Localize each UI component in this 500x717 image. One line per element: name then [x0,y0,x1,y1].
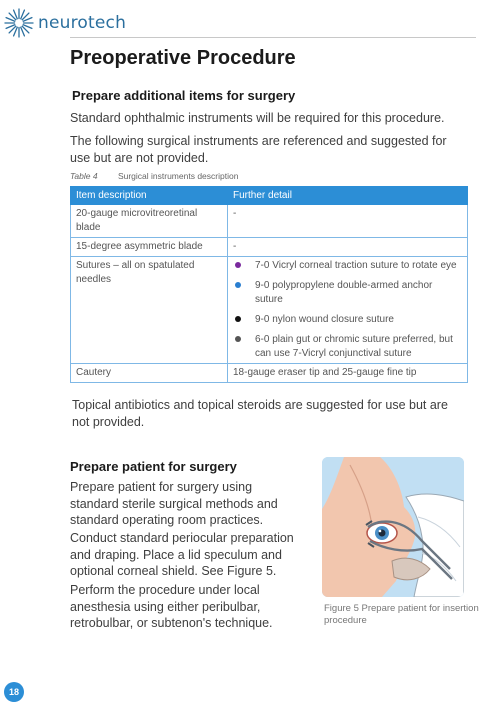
brand-logo [4,8,126,38]
instruments-table [70,186,468,383]
suture-text: 9-0 nylon wound closure suture [255,314,394,325]
paragraph-draping: Conduct standard periocular preparation and draping. Place a lid speculum and optional corneal shield. See Figure 5. [70,531,294,578]
list-item [233,279,462,307]
bullet-icon [235,262,241,268]
list-item [233,259,462,273]
suture-text: 9-0 polypropylene double-armed anchor suture [255,280,433,305]
figure-label: Figure 5 [324,603,359,614]
table-caption [70,171,238,181]
cell-item: Sutures – all on spatulated needles [71,257,228,364]
column-header-item: Item description [71,187,228,205]
header-divider [70,37,476,38]
paragraph-instruments-required: Standard ophthalmic instruments will be required for this procedure. [70,111,445,125]
section-heading-additional-items: Prepare additional items for surgery [72,88,296,103]
suture-text: 6-0 plain gut or chromic suture preferred, but can use 7-Vicryl conjunctival suture [255,334,453,359]
table-row [71,257,468,364]
bullet-icon [235,282,241,288]
figure-5-illustration [322,457,464,597]
cell-detail: - [228,205,468,238]
starburst-logo-icon [4,8,34,38]
suture-list [233,259,462,361]
figure-caption-text: Prepare patient for insertion procedure [324,603,479,626]
table-row [71,364,468,383]
cell-detail: 18-gauge eraser tip and 25-gauge fine tip [228,364,468,383]
brand-name: neurotech [38,13,127,33]
table-caption-text: Surgical instruments description [117,171,239,181]
cell-item: 20-gauge microvitreoretinal blade [71,205,228,238]
table-header-row [71,187,468,205]
eye-speculum-illustration [322,457,464,597]
table-row [71,205,468,238]
paragraph-sterile-methods: Prepare patient for surgery using standard sterile surgical methods and standard operating room practices. [70,480,278,527]
section-heading-prepare-patient: Prepare patient for surgery [70,459,237,474]
paragraph-topical-meds: Topical antibiotics and topical steroids are suggested for use but are not provided. [72,398,448,429]
cell-item: Cautery [71,364,228,383]
column-header-detail: Further detail [228,187,468,205]
paragraph-instruments-not-provided: The following surgical instruments are referenced and suggested for use but are not provided. [70,134,447,165]
list-item [233,313,462,327]
table-row [71,238,468,257]
figure-caption [324,603,500,627]
suture-text: 7-0 Vicryl corneal traction suture to rotate eye [255,260,457,271]
bullet-icon [235,316,241,322]
paragraph-anesthesia: Perform the procedure under local anesthesia using either peribulbar, retrobulbar, or subtenon's technique. [70,583,273,630]
list-item [233,333,462,361]
cell-detail [228,257,468,364]
bullet-icon [235,336,241,342]
cell-detail: - [228,238,468,257]
cell-item: 15-degree asymmetric blade [71,238,228,257]
page-number-badge: 18 [4,682,24,702]
table-number: Table 4 [70,171,98,181]
page-title: Preoperative Procedure [70,47,296,69]
